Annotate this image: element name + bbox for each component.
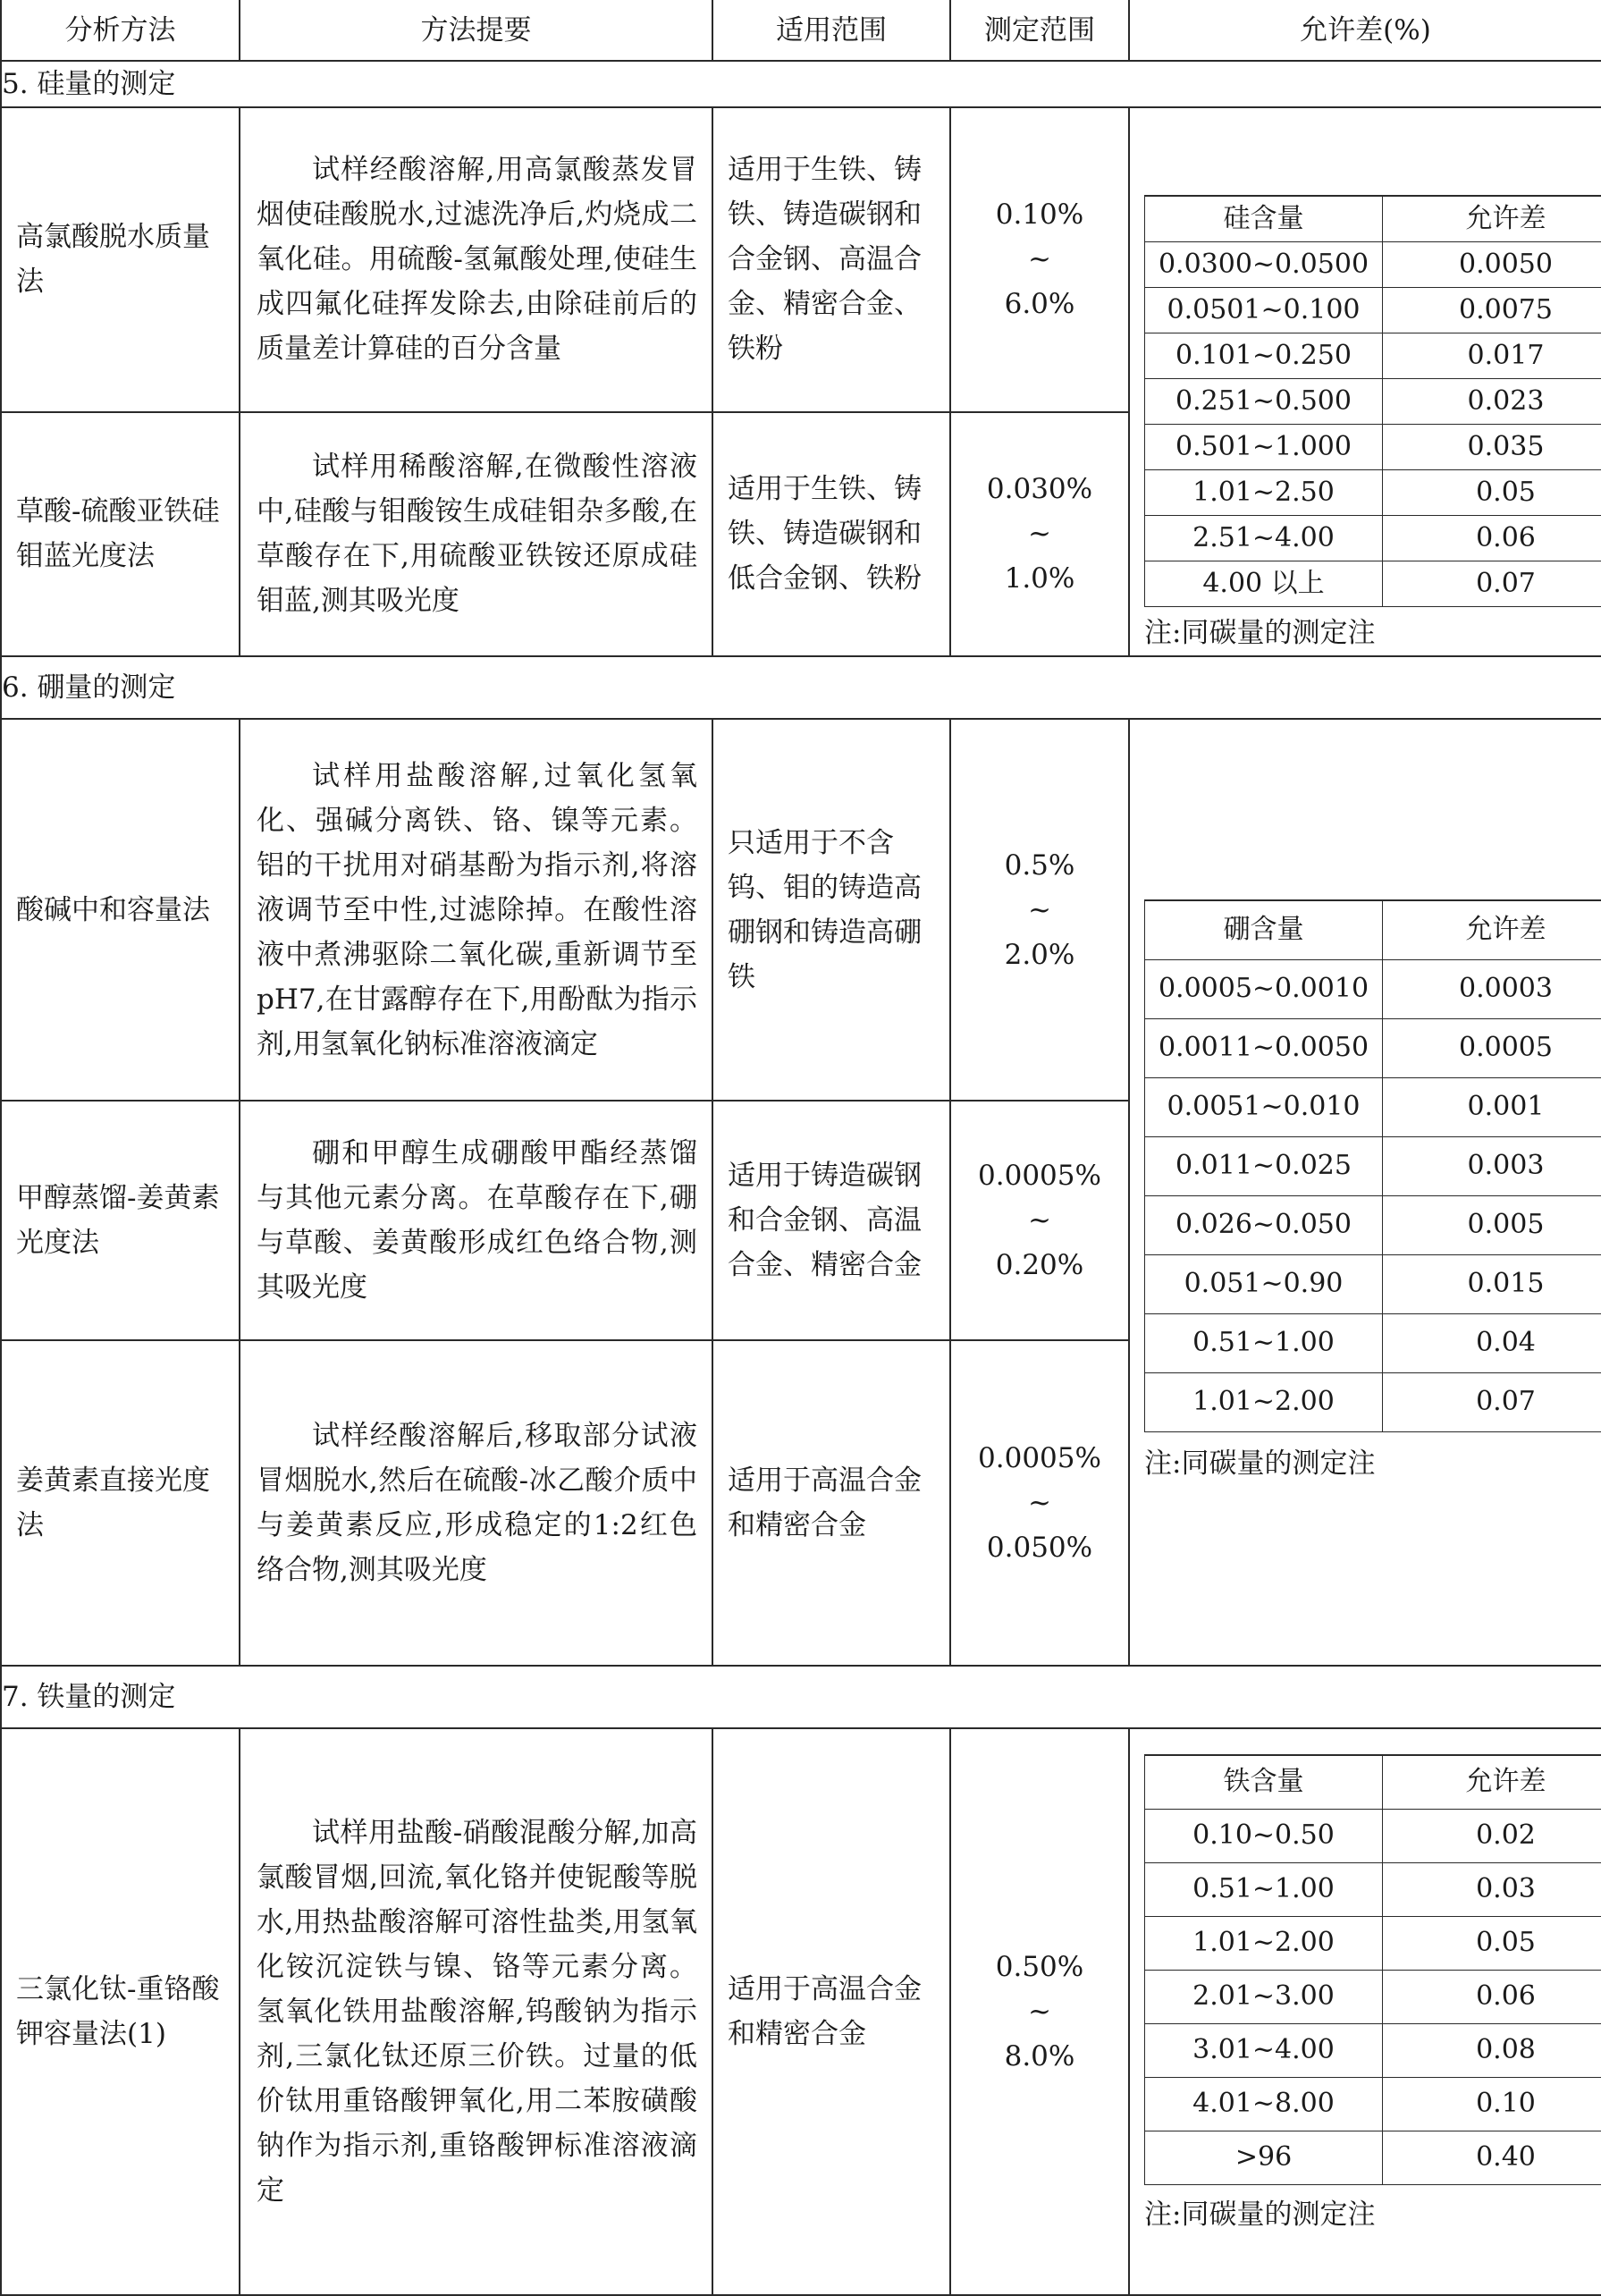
tolerance-header: [1145, 900, 1601, 959]
method-scope: 适用于高温合金和精密合金: [712, 1340, 950, 1666]
tolerance-value: 0.02: [1383, 1809, 1601, 1862]
method-summary: 试样用盐酸溶解,过氧化氢氧化、强碱分离铁、铬、镍等元素。铝的干扰用对硝基酚为指示剂,将溶液调节至中性,过滤除掉。在酸性溶液中煮沸驱除二氧化碳,重新调节至pH7,在甘露醇存在下,用酚酞为指示剂,用氢氧化钠标准溶液滴定: [240, 719, 712, 1101]
method-range: 0.50% ~ 8.0%: [950, 1728, 1129, 2295]
method-name: 三氯化钛-重铬酸钾容量法(1): [1, 1728, 240, 2295]
tolerance-range: 0.0011~0.0050: [1145, 1018, 1383, 1077]
method-range: 0.0005% ~ 0.050%: [950, 1340, 1129, 1666]
tolerance-range: 4.01~8.00: [1145, 2077, 1383, 2131]
method-scope: 适用于铸造碳钢和合金钢、高温合金、精密合金: [712, 1101, 950, 1340]
tolerance-cell: [1129, 107, 1601, 656]
tolerance-value: 0.07: [1383, 561, 1601, 607]
tolerance-row: [1145, 333, 1601, 379]
tolerance-value: 0.0003: [1383, 959, 1601, 1018]
tolerance-value: 0.035: [1383, 425, 1601, 470]
tolerance-value: 0.017: [1383, 333, 1601, 379]
tolerance-value: 0.40: [1383, 2131, 1601, 2184]
tolerance-range: 0.026~0.050: [1145, 1195, 1383, 1254]
tolerance-range: 4.00 以上: [1145, 561, 1383, 607]
method-summary: 试样经酸溶解,用高氯酸蒸发冒烟使硅酸脱水,过滤洗净后,灼烧成二氧化硅。用硫酸-氢氟酸处理,使硅生成四氟化硅挥发除去,由除硅前后的质量差计算硅的百分含量: [240, 107, 712, 412]
tolerance-range: 0.501~1.000: [1145, 425, 1383, 470]
method-summary: 试样经酸溶解后,移取部分试液冒烟脱水,然后在硫酸-冰乙酸介质中与姜黄素反应,形成稳定的1:2红色络合物,测其吸光度: [240, 1340, 712, 1666]
tolerance-row: [1145, 959, 1601, 1018]
tolerance-col-content: 铁含量: [1145, 1755, 1383, 1809]
method-range: 0.0005% ~ 0.20%: [950, 1101, 1129, 1340]
tolerance-range: 0.051~0.90: [1145, 1254, 1383, 1313]
tolerance-value: 0.0005: [1383, 1018, 1601, 1077]
tolerance-table: [1144, 1754, 1601, 2185]
tolerance-range: 0.51~1.00: [1145, 1862, 1383, 1916]
tolerance-range: 0.0501~0.100: [1145, 288, 1383, 333]
tolerance-value: 0.001: [1383, 1077, 1601, 1136]
tolerance-col-content: 硅含量: [1145, 196, 1383, 242]
method-summary: 硼和甲醇生成硼酸甲酯经蒸馏与其他元素分离。在草酸存在下,硼与草酸、姜黄酸形成红色络合物,测其吸光度: [240, 1101, 712, 1340]
tolerance-row: [1145, 1136, 1601, 1195]
tolerance-row: [1145, 1254, 1601, 1313]
tolerance-row: [1145, 1862, 1601, 1916]
tolerance-row: [1145, 1809, 1601, 1862]
tolerance-range: 0.10~0.50: [1145, 1809, 1383, 1862]
tolerance-range: 2.01~3.00: [1145, 1970, 1383, 2023]
tolerance-row: [1145, 516, 1601, 561]
header-scope: 适用范围: [712, 0, 950, 61]
section-title: 5. 硅量的测定: [1, 61, 1601, 107]
tolerance-value: 0.005: [1383, 1195, 1601, 1254]
tolerance-range: 2.51~4.00: [1145, 516, 1383, 561]
tolerance-header: [1145, 196, 1601, 242]
tolerance-range: 1.01~2.00: [1145, 1372, 1383, 1431]
tolerance-cell: [1129, 1728, 1601, 2295]
tolerance-row: [1145, 2077, 1601, 2131]
section-title: 7. 铁量的测定: [1, 1666, 1601, 1728]
tolerance-value: 0.06: [1383, 1970, 1601, 2023]
tolerance-cell: [1129, 719, 1601, 1666]
tolerance-value: 0.0075: [1383, 288, 1601, 333]
tolerance-col-content: 硼含量: [1145, 900, 1383, 959]
tolerance-row: [1145, 2131, 1601, 2184]
tolerance-value: 0.023: [1383, 379, 1601, 425]
tolerance-row: [1145, 1018, 1601, 1077]
tolerance-value: 0.05: [1383, 1916, 1601, 1970]
method-name: 草酸-硫酸亚铁硅钼蓝光度法: [1, 412, 240, 656]
header-method: 分析方法: [1, 0, 240, 61]
tolerance-range: 0.0300~0.0500: [1145, 242, 1383, 288]
tolerance-col-allow: 允许差: [1383, 900, 1601, 959]
tolerance-range: 0.51~1.00: [1145, 1313, 1383, 1372]
tolerance-col-allow: 允许差: [1383, 1755, 1601, 1809]
tolerance-header: [1145, 1755, 1601, 1809]
method-row: [1, 107, 1601, 412]
method-name: 高氯酸脱水质量法: [1, 107, 240, 412]
tolerance-value: 0.10: [1383, 2077, 1601, 2131]
method-name: 甲醇蒸馏-姜黄素光度法: [1, 1101, 240, 1340]
tolerance-range: 0.0005~0.0010: [1145, 959, 1383, 1018]
tolerance-value: 0.07: [1383, 1372, 1601, 1431]
method-row: [1, 1728, 1601, 2295]
method-name: 酸碱中和容量法: [1, 719, 240, 1101]
tolerance-row: [1145, 1970, 1601, 2023]
tolerance-row: [1145, 470, 1601, 516]
tolerance-range: 0.011~0.025: [1145, 1136, 1383, 1195]
section-title: 6. 硼量的测定: [1, 656, 1601, 719]
tolerance-value: 0.06: [1383, 516, 1601, 561]
tolerance-value: 0.003: [1383, 1136, 1601, 1195]
tolerance-row: [1145, 379, 1601, 425]
tolerance-row: [1145, 1195, 1601, 1254]
tolerance-note: 注:同碳量的测定注: [1130, 2192, 1601, 2237]
tolerance-range: 0.251~0.500: [1145, 379, 1383, 425]
tolerance-value: 0.05: [1383, 470, 1601, 516]
tolerance-row: [1145, 242, 1601, 288]
tolerance-col-allow: 允许差: [1383, 196, 1601, 242]
tolerance-table: [1144, 899, 1601, 1432]
tolerance-row: [1145, 1916, 1601, 1970]
tolerance-value: 0.03: [1383, 1862, 1601, 1916]
tolerance-range: 1.01~2.50: [1145, 470, 1383, 516]
tolerance-range: 1.01~2.00: [1145, 1916, 1383, 1970]
method-summary: 试样用盐酸-硝酸混酸分解,加高氯酸冒烟,回流,氧化铬并使铌酸等脱水,用热盐酸溶解可溶性盐类,用氢氧化铵沉淀铁与镍、铬等元素分离。氢氧化铁用盐酸溶解,钨酸钠为指示剂,三氯化钛还原三价铁。过量的低价钛用重铬酸钾氧化,用二苯胺磺酸钠作为指示剂,重铬酸钾标准溶液滴定: [240, 1728, 712, 2295]
tolerance-value: 0.015: [1383, 1254, 1601, 1313]
tolerance-row: [1145, 1313, 1601, 1372]
tolerance-range: 0.101~0.250: [1145, 333, 1383, 379]
header-summary: 方法提要: [240, 0, 712, 61]
tolerance-row: [1145, 1372, 1601, 1431]
tolerance-range: >96: [1145, 2131, 1383, 2184]
method-scope: 适用于生铁、铸铁、铸造碳钢和低合金钢、铁粉: [712, 412, 950, 656]
tolerance-row: [1145, 2023, 1601, 2077]
method-scope: 只适用于不含钨、钼的铸造高硼钢和铸造高硼铁: [712, 719, 950, 1101]
section-row: [1, 1666, 1601, 1728]
tolerance-row: [1145, 1077, 1601, 1136]
tolerance-row: [1145, 288, 1601, 333]
method-range: 0.030% ~ 1.0%: [950, 412, 1129, 656]
method-range: 0.10% ~ 6.0%: [950, 107, 1129, 412]
method-summary: 试样用稀酸溶解,在微酸性溶液中,硅酸与钼酸铵生成硅钼杂多酸,在草酸存在下,用硫酸亚铁铵还原成硅钼蓝,测其吸光度: [240, 412, 712, 656]
tolerance-value: 0.08: [1383, 2023, 1601, 2077]
section-row: [1, 656, 1601, 719]
method-scope: 适用于生铁、铸铁、铸造碳钢和合金钢、高温合金、精密合金、铁粉: [712, 107, 950, 412]
tolerance-range: 0.0051~0.010: [1145, 1077, 1383, 1136]
tolerance-row: [1145, 561, 1601, 607]
tolerance-value: 0.04: [1383, 1313, 1601, 1372]
header-row: [1, 0, 1601, 61]
tolerance-range: 3.01~4.00: [1145, 2023, 1383, 2077]
tolerance-value: 0.0050: [1383, 242, 1601, 288]
tolerance-note: 注:同碳量的测定注: [1130, 611, 1601, 655]
tolerance-table: [1144, 195, 1601, 607]
tolerance-note: 注:同碳量的测定注: [1130, 1441, 1601, 1486]
method-row: [1, 719, 1601, 1101]
method-name: 姜黄素直接光度法: [1, 1340, 240, 1666]
method-scope: 适用于高温合金和精密合金: [712, 1728, 950, 2295]
header-range: 测定范围: [950, 0, 1129, 61]
section-row: [1, 61, 1601, 107]
tolerance-row: [1145, 425, 1601, 470]
method-range: 0.5% ~ 2.0%: [950, 719, 1129, 1101]
header-tolerance: 允许差(%): [1129, 0, 1601, 61]
